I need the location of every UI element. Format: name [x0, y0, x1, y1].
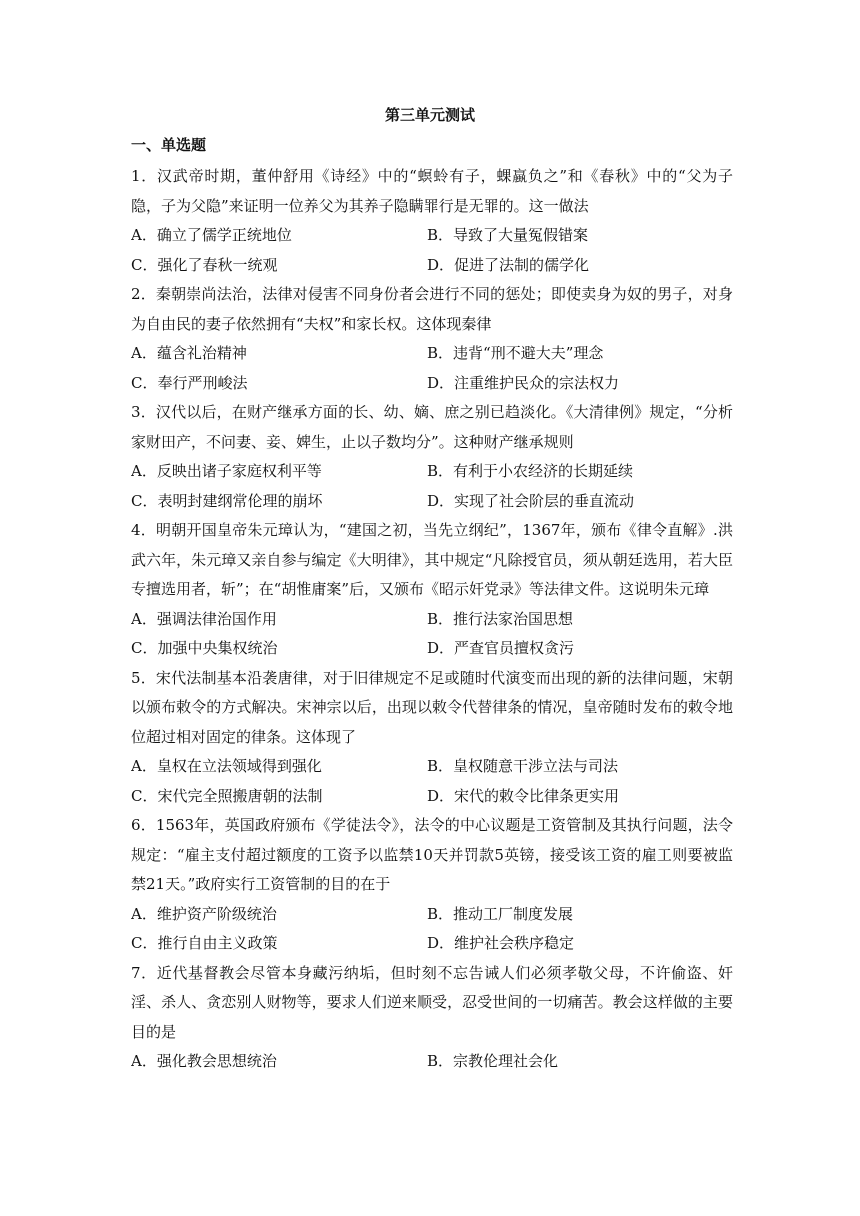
option-c: C．宋代完全照搬唐朝的法制 [131, 786, 323, 805]
option-b: B．皇权随意干涉立法与司法 [427, 757, 619, 775]
page-title: 第三单元测试 [384, 106, 475, 124]
option-c: C．加强中央集权统治 [131, 639, 278, 657]
option-d: D．实现了社会阶层的垂直流动 [427, 491, 635, 510]
option-d: D．宋代的敕令比律条更实用 [427, 786, 620, 805]
question-stem: 1．汉武帝时期，董仲舒用《诗经》中的“螟蛉有子，蜾蠃负之”和《春秋》中的“父为子隐，子为父隐”来证明一位养父为其养子隐瞒罪行是无罪的。这一做法 [131, 167, 733, 215]
question-4 [131, 516, 733, 664]
option-b: B．有利于小农经济的长期延续 [427, 462, 634, 480]
option-a: A．皇权在立法领域得到强化 [131, 757, 322, 775]
question-stem: 7．近代基督教会尽管本身藏污纳垢，但时刻不忘告诫人们必须孝敬父母，不许偷盗、奸淫、杀人、贪恋别人财物等，要求人们逆来顺受，忍受世间的一切痛苦。教会这样做的主要目的是 [131, 963, 733, 1041]
question-5 [131, 664, 733, 812]
option-grid [131, 1047, 733, 1077]
option-d: D．严查官员擅权贪污 [427, 639, 575, 657]
option-b: B．违背“刑不避大夫”理念 [427, 344, 604, 362]
question-list [131, 162, 733, 1077]
option-c: C．表明封建纲常伦理的崩坏 [131, 491, 323, 510]
option-d: D．促进了法制的儒学化 [427, 255, 590, 274]
option-grid [131, 457, 733, 516]
option-b: B．推动工厂制度发展 [427, 904, 574, 923]
question-6 [131, 811, 733, 959]
option-a: A．维护资产阶级统治 [131, 904, 277, 923]
option-b: B．导致了大量冤假错案 [427, 226, 589, 244]
option-b: B．宗教伦理社会化 [427, 1052, 559, 1070]
option-a: A．蕴含礼治精神 [131, 344, 247, 362]
option-d: D．维护社会秩序稳定 [427, 934, 575, 952]
option-c: C．强化了春秋一统观 [131, 255, 278, 274]
question-stem: 4．明朝开国皇帝朱元璋认为，“建国之初，当先立纲纪”，1367年，颁布《律令直解》.洪武六年，朱元璋又亲自参与编定《大明律》，其中规定“凡除授官员，须从朝廷选用，若大臣专擅选用者，斩”；在“胡惟庸案”后，又颁布《昭示奸党录》等法律文件。这说明朱元璋 [131, 521, 733, 598]
option-c: C．奉行严刑峻法 [131, 373, 248, 392]
question-stem: 6．1563年，英国政府颁布《学徒法令》，法令的中心议题是工资管制及其执行问题，法令规定：“雇主支付超过额度的工资予以监禁10天并罚款5英镑，接受该工资的雇工则要被监禁21天。”政府实行工资管制的目的在于 [131, 816, 733, 893]
option-grid [131, 752, 733, 811]
section-heading: 一、单选题 [131, 136, 207, 154]
option-grid [131, 900, 733, 959]
question-1 [131, 162, 733, 280]
option-c: C．推行自由主义政策 [131, 934, 278, 952]
option-grid [131, 221, 733, 280]
option-a: A．确立了儒学正统地位 [131, 226, 292, 244]
question-stem: 3．汉代以后，在财产继承方面的长、幼、嫡、庶之别已趋淡化。《大清律例》规定，“分析家财田产，不问妻、妾、婢生，止以子数均分”。这种财产继承规则 [131, 403, 733, 451]
option-grid [131, 605, 733, 664]
option-a: A．反映出诸子家庭权利平等 [131, 462, 322, 480]
option-b: B．推行法家治国思想 [427, 609, 574, 628]
option-d: D．注重维护民众的宗法权力 [427, 373, 620, 392]
option-a: A．强化教会思想统治 [131, 1052, 277, 1070]
option-grid [131, 339, 733, 398]
question-2 [131, 280, 733, 398]
question-stem: 2．秦朝崇尚法治，法律对侵害不同身份者会进行不同的惩处；即使卖身为奴的男子，对身为自由民的妻子依然拥有“夫权”和家长权。这体现秦律 [131, 285, 733, 333]
question-stem: 5．宋代法制基本沿袭唐律，对于旧律规定不足或随时代演变而出现的新的法律问题，宋朝以颁布敕令的方式解决。宋神宗以后，出现以敕令代替律条的情况，皇帝随时发布的敕令地位超过相对固定的律条。这体现了 [131, 668, 733, 746]
option-a: A．强调法律治国作用 [131, 609, 277, 628]
question-3 [131, 398, 733, 516]
question-7 [131, 959, 733, 1077]
